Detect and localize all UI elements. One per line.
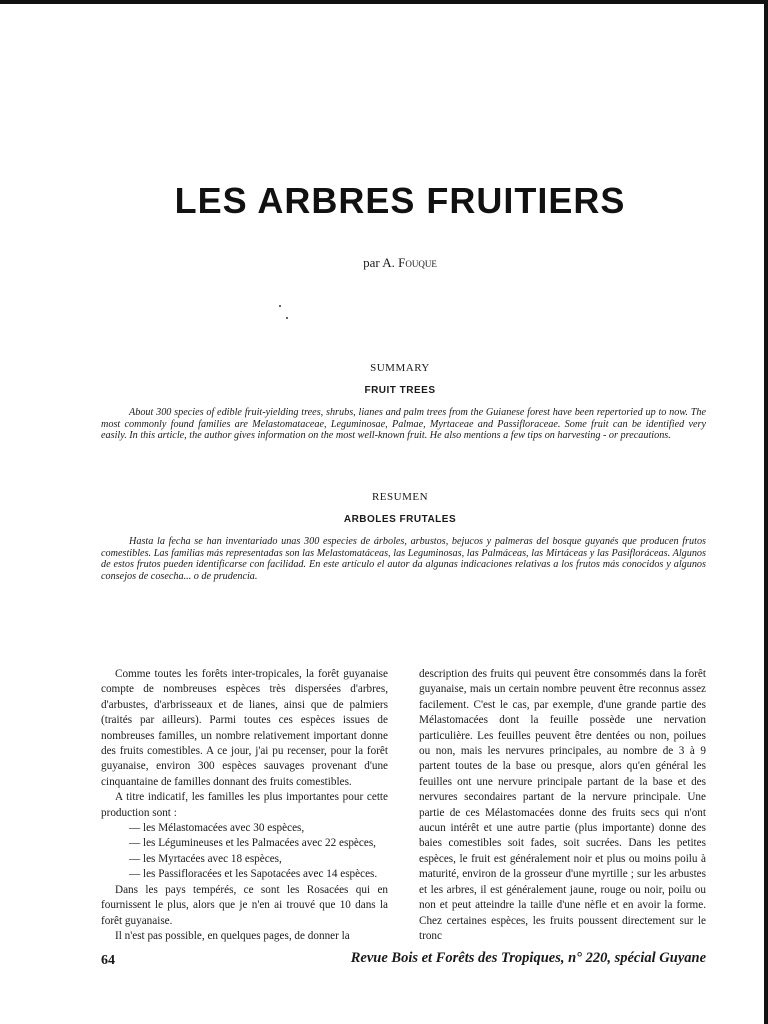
author-prefix: par A.	[363, 255, 399, 270]
body-paragraph: Dans les pays tempérés, ce sont les Rosacées qui en fournissent le plus, alors que je n'en ai trouvé que 10 dans la forêt guyanaise.	[101, 883, 388, 927]
body-column-left	[101, 667, 388, 944]
journal-citation: Revue Bois et Forêts des Tropiques, n° 220, spécial Guyane	[350, 950, 706, 966]
body-column-right	[419, 667, 706, 944]
author-name: Fouque	[398, 255, 437, 270]
summary-subheading: FRUIT TREES	[364, 385, 436, 396]
summary-heading: SUMMARY	[370, 362, 430, 374]
family-list-item: — les Légumineuses et les Palmacées avec 22 espèces,	[129, 837, 376, 850]
body-paragraph: description des fruits qui peuvent être consommés dans la forêt guyanaise, mais un certain nombre peuvent être reconnus assez facilement. C'est le cas, par exemple, d'une grande partie des Mélastomacées dont la feuille possède une nervation particulière. Les feuilles peuvent être dentées ou non, poilues ou non, mais les nervures principales, au nombre de 3 à 9 partent toutes de la base ou presque, alors qu'en général les feuilles ont une nervure principale partant de la base et des nervures secondaires partant de la nervure principale. Une partie de ces Mélastomacées donne des fruits secs qui n'ont aucun intérêt et une autre partie (plus importante) donne des baies comestibles soit fades, soit sucrées. Dans les petites espèces, le fruit est généralement noir et plus ou moins poilu à maturité, environ de la grosseur d'une myrtille ; sur les arbustes et les arbres, il est généralement jaune, rouge ou noir, poilu ou non et peut atteindre la taille d'une nèfle et en avoir la forme. Chez certaines espèces, les fruits poussent directement sur le tronc	[419, 668, 706, 942]
body-paragraph: Il n'est pas possible, en quelques pages, de donner la	[115, 929, 350, 942]
author-line	[0, 255, 768, 271]
family-list-item: — les Passifloracées et les Sapotacées avec 14 espèces.	[129, 868, 378, 881]
family-list-item: — les Myrtacées avec 18 espèces,	[129, 852, 282, 865]
article-title: LES ARBRES FRUITIERS	[174, 180, 626, 221]
scan-speck	[279, 305, 281, 307]
body-paragraph: A titre indicatif, les familles les plus importantes pour cette production sont :	[101, 791, 388, 819]
resumen-text: Hasta la fecha se han inventariado unas 300 especies de árboles, arbustos, bejucos y palmeras del bosque guyanés que producen frutos comestibles. Las familias más representadas son las Melastomatáceas, las Leguminosas, las Palmáceas, las Mirtáceas y las Pasifloráceas. Algunos de estos frutos pueden identificarse con facilidad. En este artículo el autor da algunas indicaciones relativas a los frutos más conocidos y algunos consejos de cosecha... o de prudencia.	[101, 536, 706, 582]
scan-edge-right	[764, 0, 768, 1024]
summary-text: About 300 species of edible fruit-yielding trees, shrubs, lianes and palm trees from the Guianese forest have been repertoried up to now. The most commonly found families are Melastomataceae, Leguminosae, Palmae, Myrtaceae and Passifloraceae. Some fruit can be identified very easily. In this article, the author gives information on the most well-known fruit. He also mentions a few tips on harvesting - or precautions.	[101, 407, 706, 441]
scan-edge-top	[0, 0, 768, 4]
body-paragraph: Comme toutes les forêts inter-tropicales, la forêt guyanaise compte de nombreuses espèces très dispersées d'arbres, d'arbustes, d'arbrisseaux et de lianes, ainsi que de palmiers (traités par ailleurs). Parmi toutes ces espèces issues de nombreuses familles, un nombre relativement important donne des fruits comestibles. A ce jour, j'ai pu recenser, pour la forêt guyanaise, environ 300 espèces sauvages provenant d'une cinquantaine de familles donnant des fruits comestibles.	[101, 668, 388, 788]
scan-speck	[286, 317, 288, 319]
resumen-subheading: ARBOLES FRUTALES	[343, 514, 457, 525]
page-number: 64	[101, 953, 115, 968]
family-list-item: — les Mélastomacées avec 30 espèces,	[129, 822, 305, 835]
resumen-heading: RESUMEN	[371, 491, 429, 503]
